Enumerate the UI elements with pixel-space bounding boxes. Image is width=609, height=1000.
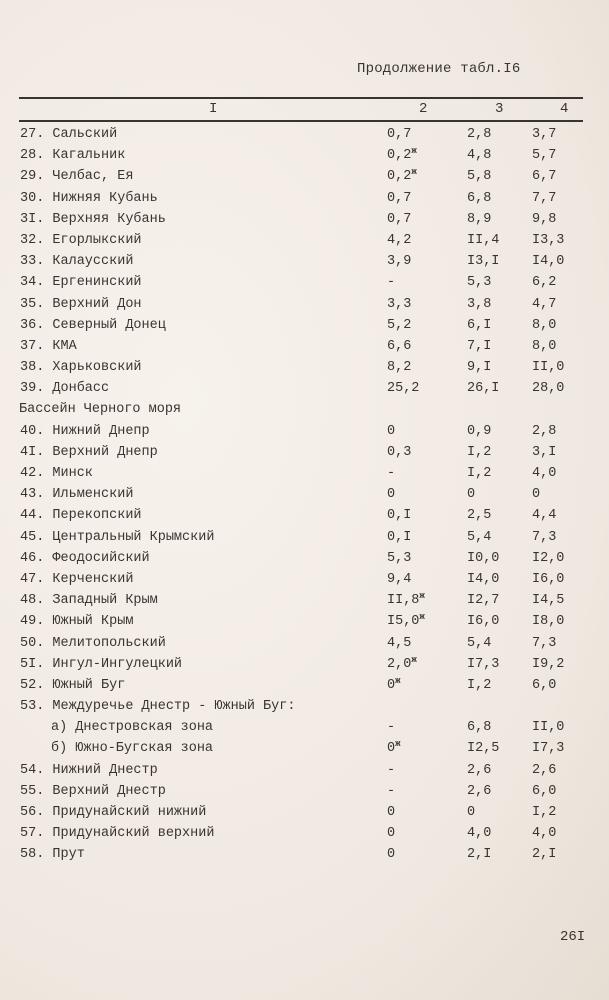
cell-c2 bbox=[387, 844, 395, 865]
cell-value: I2,5 bbox=[467, 741, 500, 757]
cell-c2 bbox=[387, 654, 417, 675]
row-name: 29. Челбас, Ея bbox=[20, 169, 134, 185]
cell-value: 0 bbox=[387, 805, 396, 820]
cell-value: 0 bbox=[387, 847, 396, 863]
cell-value: 9,8 bbox=[532, 211, 557, 227]
cell-c3 bbox=[467, 633, 491, 654]
table-row bbox=[0, 145, 609, 166]
cell-c4 bbox=[532, 802, 556, 823]
table-row bbox=[0, 527, 609, 548]
cell-value: II,0 bbox=[532, 720, 565, 736]
cell-value: 4,0 bbox=[532, 466, 557, 481]
table-body bbox=[0, 124, 609, 866]
row-name: 54. Нижний Днестр bbox=[20, 762, 158, 778]
row-name: б) Южно-Бугская зона bbox=[51, 741, 214, 757]
table-row bbox=[0, 590, 609, 611]
cell-c2 bbox=[387, 505, 411, 526]
cell-value: 8,0 bbox=[532, 338, 557, 354]
cell-c4 bbox=[532, 272, 556, 293]
cell-value: I7,3 bbox=[532, 741, 565, 757]
row-name: 56. Придунайский нижний bbox=[20, 805, 207, 820]
header-col-3: 3 bbox=[495, 101, 504, 117]
cell-c4 bbox=[532, 760, 556, 781]
cell-c4 bbox=[532, 145, 556, 166]
cell-c2 bbox=[387, 188, 411, 209]
cell-value: 0 bbox=[532, 487, 541, 503]
row-name: 34. Ергенинский bbox=[20, 275, 142, 291]
cell-c4 bbox=[532, 209, 556, 230]
cell-c2 bbox=[387, 294, 411, 315]
cell-value: 9,4 bbox=[387, 571, 412, 587]
cell-value: 7,7 bbox=[532, 190, 557, 206]
row-name: 43. Ильменский bbox=[20, 487, 134, 503]
cell-value: 3,3 bbox=[387, 296, 412, 312]
footnote-mark: ж bbox=[395, 675, 401, 686]
table-row bbox=[0, 209, 609, 230]
cell-c2 bbox=[387, 633, 411, 654]
table-row bbox=[0, 738, 609, 759]
row-name: 40. Нижний Днепр bbox=[20, 423, 150, 439]
table-row bbox=[0, 823, 609, 844]
cell-value: 3,8 bbox=[467, 296, 492, 312]
cell-c4 bbox=[532, 315, 556, 336]
row-name: 37. КМА bbox=[20, 338, 77, 354]
cell-value: 0,7 bbox=[387, 190, 412, 206]
cell-value: I,2 bbox=[467, 444, 492, 460]
cell-c2 bbox=[387, 675, 401, 696]
cell-c3 bbox=[467, 378, 499, 399]
row-name: 32. Егорлыкский bbox=[20, 232, 142, 248]
header-col-4: 4 bbox=[560, 101, 569, 117]
cell-value: 0 bbox=[387, 826, 396, 842]
cell-value: I4,0 bbox=[467, 571, 500, 587]
cell-value: 0,2 bbox=[387, 169, 412, 185]
cell-value: - bbox=[387, 783, 396, 799]
cell-value: 0 bbox=[387, 677, 396, 693]
row-name: 35. Верхний Дон bbox=[20, 296, 142, 312]
cell-value: I6,0 bbox=[467, 614, 500, 630]
row-name: 47. Керченский bbox=[20, 571, 134, 587]
cell-c4 bbox=[532, 124, 556, 145]
table-row bbox=[0, 188, 609, 209]
cell-c2 bbox=[387, 251, 411, 272]
footnote-mark: ж bbox=[411, 654, 417, 665]
header-col-1: I bbox=[209, 101, 218, 117]
cell-c3 bbox=[467, 272, 491, 293]
table-row bbox=[0, 166, 609, 187]
cell-c3 bbox=[467, 611, 499, 632]
cell-value: 0 bbox=[467, 805, 476, 820]
table-row bbox=[0, 484, 609, 505]
row-name: 49. Южный Крым bbox=[20, 614, 134, 630]
cell-value: 5,4 bbox=[467, 635, 492, 651]
table-row bbox=[0, 251, 609, 272]
cell-c4 bbox=[532, 548, 564, 569]
row-name: 50. Мелитопольский bbox=[20, 635, 166, 651]
cell-value: I,2 bbox=[532, 805, 557, 820]
cell-value: 5,3 bbox=[467, 275, 492, 291]
cell-c2 bbox=[387, 336, 411, 357]
cell-c3 bbox=[467, 357, 491, 378]
cell-value: 5,2 bbox=[387, 317, 412, 333]
cell-value: 6,0 bbox=[532, 783, 557, 799]
row-name: 42. Минск bbox=[20, 466, 93, 481]
cell-c2 bbox=[387, 590, 425, 611]
cell-value: 6,8 bbox=[467, 720, 492, 736]
cell-value: 0,3 bbox=[387, 444, 412, 460]
cell-value: 0,9 bbox=[467, 423, 492, 439]
cell-c4 bbox=[532, 251, 564, 272]
cell-c2 bbox=[387, 272, 395, 293]
cell-value: 0 bbox=[387, 487, 396, 503]
cell-c3 bbox=[467, 315, 491, 336]
cell-value: 6,6 bbox=[387, 338, 412, 354]
cell-value: I3,3 bbox=[532, 232, 565, 248]
row-name: 27. Сальский bbox=[20, 127, 118, 142]
cell-c4 bbox=[532, 336, 556, 357]
cell-c3 bbox=[467, 844, 491, 865]
cell-c4 bbox=[532, 505, 556, 526]
cell-value: 4,8 bbox=[467, 148, 492, 164]
cell-value: 0,I bbox=[387, 508, 412, 524]
table-row bbox=[0, 569, 609, 590]
cell-c2 bbox=[387, 527, 411, 548]
cell-c3 bbox=[467, 569, 499, 590]
cell-c3 bbox=[467, 654, 499, 675]
cell-c2 bbox=[387, 378, 419, 399]
cell-c3 bbox=[467, 590, 499, 611]
cell-value: 0,2 bbox=[387, 148, 412, 164]
cell-value: 3,I bbox=[532, 444, 557, 460]
table-row bbox=[0, 421, 609, 442]
cell-c4 bbox=[532, 527, 556, 548]
table-header bbox=[19, 101, 583, 119]
cell-c4 bbox=[532, 654, 564, 675]
cell-value: I5,0 bbox=[387, 614, 420, 630]
cell-value: 2,6 bbox=[532, 762, 557, 778]
cell-c3 bbox=[467, 442, 491, 463]
cell-value: 6,7 bbox=[532, 169, 557, 185]
cell-c3 bbox=[467, 421, 491, 442]
cell-c2 bbox=[387, 230, 411, 251]
table-row bbox=[0, 717, 609, 738]
row-name: 55. Верхний Днестр bbox=[20, 783, 166, 799]
cell-value: II,0 bbox=[532, 360, 565, 376]
cell-value: 4,0 bbox=[532, 826, 557, 842]
cell-c4 bbox=[532, 166, 556, 187]
cell-value: I,2 bbox=[467, 466, 492, 481]
page-number: 26I bbox=[560, 929, 586, 945]
row-name: 30. Нижняя Кубань bbox=[20, 190, 158, 206]
row-name: 33. Калаусский bbox=[20, 254, 134, 270]
cell-value: 28,0 bbox=[532, 381, 565, 397]
cell-c2 bbox=[387, 823, 395, 844]
cell-value: 4,5 bbox=[387, 635, 412, 651]
cell-value: 2,0 bbox=[387, 656, 412, 672]
cell-value: 5,3 bbox=[387, 550, 412, 566]
cell-value: 7,3 bbox=[532, 635, 557, 651]
cell-c4 bbox=[532, 484, 540, 505]
cell-c2 bbox=[387, 357, 411, 378]
row-name: 36. Северный Донец bbox=[20, 317, 166, 333]
cell-c2 bbox=[387, 315, 411, 336]
cell-c2 bbox=[387, 802, 395, 823]
cell-value: 0 bbox=[387, 423, 396, 439]
row-name: 48. Западный Крым bbox=[20, 593, 158, 609]
cell-c3 bbox=[467, 738, 499, 759]
cell-c3 bbox=[467, 675, 491, 696]
cell-c4 bbox=[532, 378, 564, 399]
table-row bbox=[0, 315, 609, 336]
cell-value: I3,I bbox=[467, 254, 500, 270]
cell-value: I4,5 bbox=[532, 593, 565, 609]
footnote-mark: ж bbox=[419, 612, 425, 623]
cell-value: 0,I bbox=[387, 529, 412, 545]
table-row bbox=[0, 442, 609, 463]
table-row bbox=[0, 802, 609, 823]
cell-value: 8,9 bbox=[467, 211, 492, 227]
table-row bbox=[0, 611, 609, 632]
row-name: 53. Междуречье Днестр - Южный Буг: bbox=[20, 699, 296, 715]
cell-value: 4,7 bbox=[532, 296, 557, 312]
cell-value: - bbox=[387, 466, 396, 481]
cell-c3 bbox=[467, 484, 475, 505]
cell-value: 2,8 bbox=[532, 423, 557, 439]
table-row bbox=[0, 505, 609, 526]
cell-value: 2,I bbox=[467, 847, 492, 863]
cell-value: I8,0 bbox=[532, 614, 565, 630]
cell-c3 bbox=[467, 188, 491, 209]
cell-c2 bbox=[387, 569, 411, 590]
table-row bbox=[0, 844, 609, 865]
cell-value: 0,7 bbox=[387, 211, 412, 227]
cell-c3 bbox=[467, 717, 491, 738]
row-name: 5I. Ингул-Ингулецкий bbox=[20, 656, 183, 672]
cell-c4 bbox=[532, 188, 556, 209]
table-top-rule bbox=[19, 97, 583, 99]
cell-value: 3,9 bbox=[387, 254, 412, 270]
cell-c4 bbox=[532, 569, 564, 590]
row-name: Бассейн Черного моря bbox=[19, 402, 182, 418]
cell-value: I4,0 bbox=[532, 254, 565, 270]
cell-value: 8,2 bbox=[387, 360, 412, 376]
cell-value: 6,0 bbox=[532, 677, 557, 693]
cell-c2 bbox=[387, 463, 395, 484]
row-name: 45. Центральный Крымский bbox=[20, 529, 215, 545]
cell-value: 5,8 bbox=[467, 169, 492, 185]
table-row bbox=[0, 230, 609, 251]
cell-c4 bbox=[532, 230, 564, 251]
cell-c4 bbox=[532, 675, 556, 696]
header-col-2: 2 bbox=[419, 101, 428, 117]
cell-c4 bbox=[532, 717, 564, 738]
cell-c4 bbox=[532, 463, 556, 484]
cell-value: 6,8 bbox=[467, 190, 492, 206]
row-name: а) Днестровская зона bbox=[51, 720, 214, 736]
cell-value: 6,I bbox=[467, 317, 492, 333]
footnote-mark: ж bbox=[411, 146, 417, 157]
cell-value: I6,0 bbox=[532, 571, 565, 587]
cell-value: 4,2 bbox=[387, 232, 412, 248]
table-header-rule bbox=[19, 120, 583, 122]
cell-c3 bbox=[467, 124, 491, 145]
cell-value: I,2 bbox=[467, 677, 492, 693]
cell-c3 bbox=[467, 166, 491, 187]
cell-value: - bbox=[387, 762, 396, 778]
section-heading-row bbox=[0, 399, 609, 420]
row-name: 57. Придунайский верхний bbox=[20, 826, 215, 842]
row-name: 28. Кагальник bbox=[20, 148, 126, 164]
cell-c4 bbox=[532, 611, 564, 632]
table-row bbox=[0, 675, 609, 696]
cell-value: 4,0 bbox=[467, 826, 492, 842]
cell-c3 bbox=[467, 781, 491, 802]
cell-c3 bbox=[467, 463, 491, 484]
cell-value: 7,I bbox=[467, 338, 492, 354]
cell-c4 bbox=[532, 442, 556, 463]
table-row bbox=[0, 654, 609, 675]
cell-value: - bbox=[387, 720, 396, 736]
cell-c3 bbox=[467, 760, 491, 781]
cell-value: - bbox=[387, 275, 396, 291]
table-row bbox=[0, 696, 609, 717]
row-name: 38. Харьковский bbox=[20, 360, 142, 376]
row-name: 39. Донбасс bbox=[20, 381, 110, 397]
cell-c4 bbox=[532, 844, 556, 865]
cell-value: 2,I bbox=[532, 847, 557, 863]
cell-value: 2,8 bbox=[467, 127, 492, 142]
cell-c3 bbox=[467, 823, 491, 844]
cell-c3 bbox=[467, 230, 499, 251]
cell-value: 0,7 bbox=[387, 127, 412, 142]
cell-value: I7,3 bbox=[467, 656, 500, 672]
cell-c2 bbox=[387, 421, 395, 442]
table-row bbox=[0, 272, 609, 293]
cell-value: 4,4 bbox=[532, 508, 557, 524]
table-row bbox=[0, 781, 609, 802]
cell-c4 bbox=[532, 738, 564, 759]
cell-c2 bbox=[387, 548, 411, 569]
cell-value: 0 bbox=[467, 487, 476, 503]
cell-c4 bbox=[532, 590, 564, 611]
cell-c4 bbox=[532, 781, 556, 802]
cell-c2 bbox=[387, 781, 395, 802]
cell-c3 bbox=[467, 251, 499, 272]
cell-c3 bbox=[467, 145, 491, 166]
cell-value: II,8 bbox=[387, 593, 420, 609]
footnote-mark: ж bbox=[411, 167, 417, 178]
table-row bbox=[0, 336, 609, 357]
cell-c4 bbox=[532, 421, 556, 442]
row-name: 3I. Верхняя Кубань bbox=[20, 211, 166, 227]
cell-c4 bbox=[532, 633, 556, 654]
table-row bbox=[0, 633, 609, 654]
cell-c2 bbox=[387, 760, 395, 781]
cell-value: 6,2 bbox=[532, 275, 557, 291]
cell-c2 bbox=[387, 717, 395, 738]
cell-value: I9,2 bbox=[532, 656, 565, 672]
cell-c2 bbox=[387, 209, 411, 230]
footnote-mark: ж bbox=[395, 739, 401, 750]
cell-value: 2,5 bbox=[467, 508, 492, 524]
cell-value: II,4 bbox=[467, 232, 500, 248]
table-row bbox=[0, 760, 609, 781]
cell-c2 bbox=[387, 738, 401, 759]
table-row bbox=[0, 357, 609, 378]
cell-c2 bbox=[387, 442, 411, 463]
cell-c2 bbox=[387, 124, 411, 145]
row-name: 52. Южный Буг bbox=[20, 677, 126, 693]
cell-value: 8,0 bbox=[532, 317, 557, 333]
cell-c2 bbox=[387, 484, 395, 505]
table-caption: Продолжение табл.I6 bbox=[357, 61, 521, 77]
cell-c3 bbox=[467, 209, 491, 230]
cell-c3 bbox=[467, 336, 491, 357]
table-row bbox=[0, 124, 609, 145]
row-name: 58. Прут bbox=[20, 847, 85, 863]
cell-value: 5,4 bbox=[467, 529, 492, 545]
cell-value: 25,2 bbox=[387, 381, 420, 397]
cell-value: 2,6 bbox=[467, 783, 492, 799]
cell-value: I0,0 bbox=[467, 550, 500, 566]
cell-c2 bbox=[387, 611, 425, 632]
row-name: 44. Перекопский bbox=[20, 508, 142, 524]
cell-c4 bbox=[532, 357, 564, 378]
cell-c3 bbox=[467, 505, 491, 526]
table-row bbox=[0, 463, 609, 484]
cell-value: 0 bbox=[387, 741, 396, 757]
cell-c2 bbox=[387, 166, 417, 187]
cell-c2 bbox=[387, 145, 417, 166]
cell-value: 26,I bbox=[467, 381, 500, 397]
row-name: 4I. Верхний Днепр bbox=[20, 444, 158, 460]
cell-c4 bbox=[532, 823, 556, 844]
cell-c4 bbox=[532, 294, 556, 315]
table-row bbox=[0, 548, 609, 569]
cell-c3 bbox=[467, 548, 499, 569]
row-name: 46. Феодосийский bbox=[20, 550, 150, 566]
cell-value: I2,7 bbox=[467, 593, 500, 609]
cell-value: I2,0 bbox=[532, 550, 565, 566]
cell-value: 5,7 bbox=[532, 148, 557, 164]
cell-value: 9,I bbox=[467, 360, 492, 376]
table-row bbox=[0, 294, 609, 315]
footnote-mark: ж bbox=[419, 591, 425, 602]
cell-value: 2,6 bbox=[467, 762, 492, 778]
cell-value: 3,7 bbox=[532, 127, 557, 142]
cell-c3 bbox=[467, 294, 491, 315]
cell-c3 bbox=[467, 527, 491, 548]
cell-value: 7,3 bbox=[532, 529, 557, 545]
table-row bbox=[0, 378, 609, 399]
cell-c3 bbox=[467, 802, 475, 823]
